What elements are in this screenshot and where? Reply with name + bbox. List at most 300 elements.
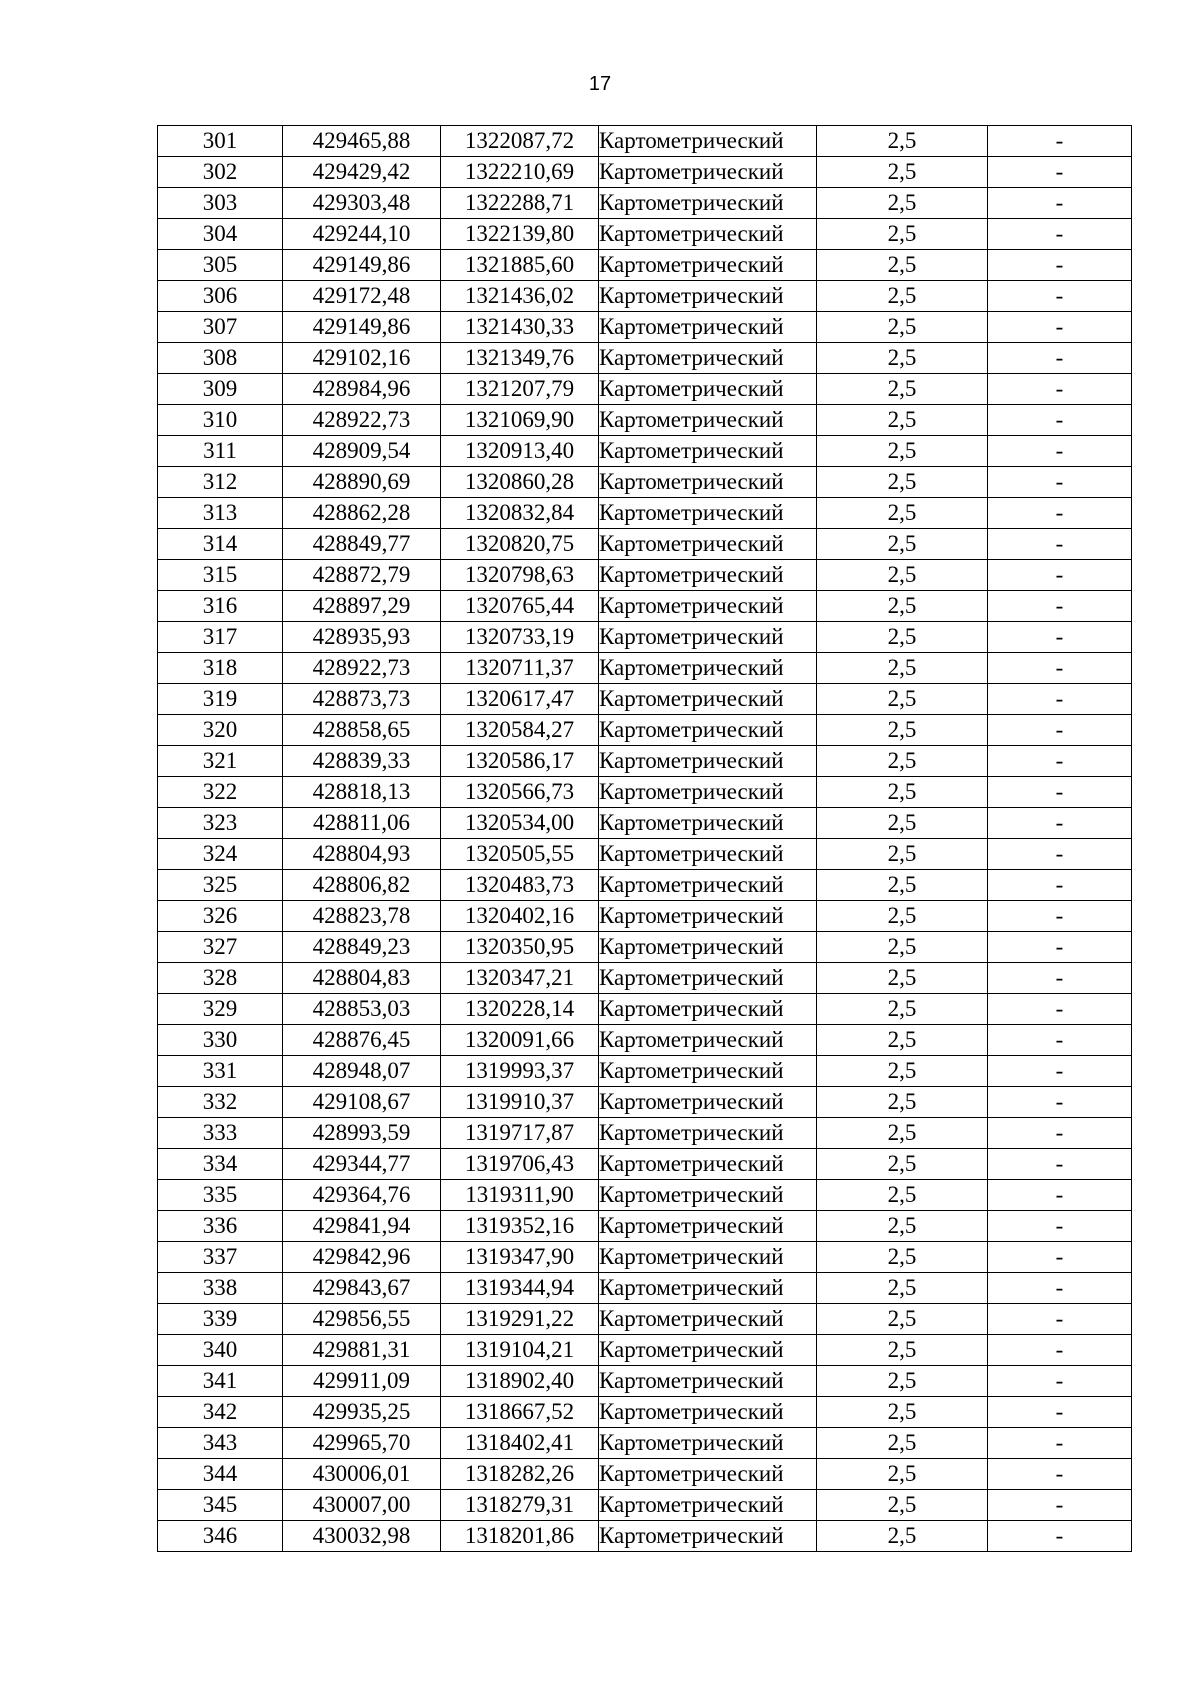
description-cell: -	[988, 963, 1132, 994]
accuracy-cell: 2,5	[817, 126, 988, 157]
x-coordinate-cell: 428935,93	[283, 622, 441, 653]
method-cell: Картометрический	[599, 653, 817, 684]
description-cell: -	[988, 777, 1132, 808]
accuracy-cell: 2,5	[817, 994, 988, 1025]
x-coordinate-cell: 428922,73	[283, 405, 441, 436]
x-coordinate-cell: 428909,54	[283, 436, 441, 467]
description-cell: -	[988, 1521, 1132, 1552]
method-cell: Картометрический	[599, 777, 817, 808]
table-row	[158, 1304, 1132, 1335]
y-coordinate-cell: 1321430,33	[441, 312, 599, 343]
method-cell: Картометрический	[599, 684, 817, 715]
point-number-cell: 322	[158, 777, 283, 808]
y-coordinate-cell: 1319344,94	[441, 1273, 599, 1304]
y-coordinate-cell: 1321436,02	[441, 281, 599, 312]
method-cell: Картометрический	[599, 1087, 817, 1118]
table-row	[158, 901, 1132, 932]
method-cell: Картометрический	[599, 1211, 817, 1242]
point-number-cell: 316	[158, 591, 283, 622]
x-coordinate-cell: 429149,86	[283, 250, 441, 281]
table-row	[158, 870, 1132, 901]
y-coordinate-cell: 1318279,31	[441, 1490, 599, 1521]
table-row	[158, 281, 1132, 312]
y-coordinate-cell: 1321207,79	[441, 374, 599, 405]
description-cell: -	[988, 1428, 1132, 1459]
x-coordinate-cell: 429841,94	[283, 1211, 441, 1242]
table-row	[158, 1242, 1132, 1273]
table-row	[158, 1211, 1132, 1242]
y-coordinate-cell: 1322087,72	[441, 126, 599, 157]
table-row	[158, 1366, 1132, 1397]
description-cell: -	[988, 839, 1132, 870]
table-row	[158, 591, 1132, 622]
y-coordinate-cell: 1320402,16	[441, 901, 599, 932]
point-number-cell: 338	[158, 1273, 283, 1304]
y-coordinate-cell: 1320350,95	[441, 932, 599, 963]
point-number-cell: 304	[158, 219, 283, 250]
x-coordinate-cell: 428993,59	[283, 1118, 441, 1149]
x-coordinate-cell: 428897,29	[283, 591, 441, 622]
accuracy-cell: 2,5	[817, 1490, 988, 1521]
x-coordinate-cell: 428806,82	[283, 870, 441, 901]
x-coordinate-cell: 430007,00	[283, 1490, 441, 1521]
accuracy-cell: 2,5	[817, 374, 988, 405]
accuracy-cell: 2,5	[817, 1428, 988, 1459]
table-row	[158, 157, 1132, 188]
table-row	[158, 1335, 1132, 1366]
point-number-cell: 336	[158, 1211, 283, 1242]
table-row	[158, 994, 1132, 1025]
x-coordinate-cell: 428876,45	[283, 1025, 441, 1056]
accuracy-cell: 2,5	[817, 188, 988, 219]
y-coordinate-cell: 1320584,27	[441, 715, 599, 746]
method-cell: Картометрический	[599, 1273, 817, 1304]
point-number-cell: 323	[158, 808, 283, 839]
table-row	[158, 1273, 1132, 1304]
method-cell: Картометрический	[599, 715, 817, 746]
x-coordinate-cell: 428922,73	[283, 653, 441, 684]
accuracy-cell: 2,5	[817, 653, 988, 684]
table-row	[158, 436, 1132, 467]
x-coordinate-cell: 429172,48	[283, 281, 441, 312]
point-number-cell: 312	[158, 467, 283, 498]
y-coordinate-cell: 1320228,14	[441, 994, 599, 1025]
point-number-cell: 329	[158, 994, 283, 1025]
description-cell: -	[988, 1180, 1132, 1211]
x-coordinate-cell: 428862,28	[283, 498, 441, 529]
accuracy-cell: 2,5	[817, 560, 988, 591]
table-row	[158, 715, 1132, 746]
y-coordinate-cell: 1320586,17	[441, 746, 599, 777]
x-coordinate-cell: 429344,77	[283, 1149, 441, 1180]
y-coordinate-cell: 1320733,19	[441, 622, 599, 653]
description-cell: -	[988, 591, 1132, 622]
x-coordinate-cell: 428811,06	[283, 808, 441, 839]
x-coordinate-cell: 428984,96	[283, 374, 441, 405]
y-coordinate-cell: 1320534,00	[441, 808, 599, 839]
y-coordinate-cell: 1322139,80	[441, 219, 599, 250]
table-row	[158, 188, 1132, 219]
accuracy-cell: 2,5	[817, 1180, 988, 1211]
accuracy-cell: 2,5	[817, 1304, 988, 1335]
x-coordinate-cell: 428858,65	[283, 715, 441, 746]
x-coordinate-cell: 428948,07	[283, 1056, 441, 1087]
description-cell: -	[988, 498, 1132, 529]
y-coordinate-cell: 1320711,37	[441, 653, 599, 684]
table-row	[158, 1180, 1132, 1211]
method-cell: Картометрический	[599, 498, 817, 529]
y-coordinate-cell: 1319347,90	[441, 1242, 599, 1273]
page-number: 17	[588, 73, 612, 95]
table-row	[158, 622, 1132, 653]
method-cell: Картометрический	[599, 1490, 817, 1521]
point-number-cell: 341	[158, 1366, 283, 1397]
method-cell: Картометрический	[599, 591, 817, 622]
point-number-cell: 331	[158, 1056, 283, 1087]
method-cell: Картометрический	[599, 1366, 817, 1397]
point-number-cell: 314	[158, 529, 283, 560]
table-row	[158, 343, 1132, 374]
x-coordinate-cell: 428873,73	[283, 684, 441, 715]
description-cell: -	[988, 560, 1132, 591]
table-row	[158, 1025, 1132, 1056]
table-row	[158, 529, 1132, 560]
x-coordinate-cell: 429935,25	[283, 1397, 441, 1428]
table-row	[158, 777, 1132, 808]
y-coordinate-cell: 1318282,26	[441, 1459, 599, 1490]
x-coordinate-cell: 429881,31	[283, 1335, 441, 1366]
x-coordinate-cell: 429965,70	[283, 1428, 441, 1459]
y-coordinate-cell: 1321349,76	[441, 343, 599, 374]
table-row	[158, 126, 1132, 157]
method-cell: Картометрический	[599, 219, 817, 250]
accuracy-cell: 2,5	[817, 622, 988, 653]
point-number-cell: 344	[158, 1459, 283, 1490]
description-cell: -	[988, 684, 1132, 715]
point-number-cell: 346	[158, 1521, 283, 1552]
accuracy-cell: 2,5	[817, 1459, 988, 1490]
y-coordinate-cell: 1320820,75	[441, 529, 599, 560]
x-coordinate-cell: 428804,93	[283, 839, 441, 870]
accuracy-cell: 2,5	[817, 250, 988, 281]
table-row	[158, 250, 1132, 281]
point-number-cell: 340	[158, 1335, 283, 1366]
table-row	[158, 684, 1132, 715]
table-row	[158, 219, 1132, 250]
point-number-cell: 337	[158, 1242, 283, 1273]
method-cell: Картометрический	[599, 281, 817, 312]
accuracy-cell: 2,5	[817, 1397, 988, 1428]
point-number-cell: 320	[158, 715, 283, 746]
x-coordinate-cell: 429364,76	[283, 1180, 441, 1211]
description-cell: -	[988, 126, 1132, 157]
point-number-cell: 343	[158, 1428, 283, 1459]
y-coordinate-cell: 1320860,28	[441, 467, 599, 498]
description-cell: -	[988, 250, 1132, 281]
x-coordinate-cell: 428823,78	[283, 901, 441, 932]
method-cell: Картометрический	[599, 1428, 817, 1459]
table-row	[158, 1149, 1132, 1180]
table-row	[158, 1397, 1132, 1428]
description-cell: -	[988, 1490, 1132, 1521]
method-cell: Картометрический	[599, 1025, 817, 1056]
table-row	[158, 1428, 1132, 1459]
accuracy-cell: 2,5	[817, 1211, 988, 1242]
accuracy-cell: 2,5	[817, 1366, 988, 1397]
point-number-cell: 330	[158, 1025, 283, 1056]
point-number-cell: 310	[158, 405, 283, 436]
description-cell: -	[988, 1273, 1132, 1304]
method-cell: Картометрический	[599, 622, 817, 653]
method-cell: Картометрический	[599, 901, 817, 932]
method-cell: Картометрический	[599, 157, 817, 188]
y-coordinate-cell: 1319291,22	[441, 1304, 599, 1335]
y-coordinate-cell: 1318402,41	[441, 1428, 599, 1459]
point-number-cell: 342	[158, 1397, 283, 1428]
description-cell: -	[988, 746, 1132, 777]
accuracy-cell: 2,5	[817, 498, 988, 529]
table-row	[158, 1459, 1132, 1490]
method-cell: Картометрический	[599, 405, 817, 436]
point-number-cell: 303	[158, 188, 283, 219]
point-number-cell: 328	[158, 963, 283, 994]
table-row	[158, 746, 1132, 777]
method-cell: Картометрический	[599, 1459, 817, 1490]
accuracy-cell: 2,5	[817, 343, 988, 374]
accuracy-cell: 2,5	[817, 1149, 988, 1180]
method-cell: Картометрический	[599, 250, 817, 281]
accuracy-cell: 2,5	[817, 281, 988, 312]
description-cell: -	[988, 1211, 1132, 1242]
x-coordinate-cell: 428853,03	[283, 994, 441, 1025]
point-number-cell: 317	[158, 622, 283, 653]
x-coordinate-cell: 428839,33	[283, 746, 441, 777]
x-coordinate-cell: 429911,09	[283, 1366, 441, 1397]
description-cell: -	[988, 281, 1132, 312]
accuracy-cell: 2,5	[817, 1273, 988, 1304]
description-cell: -	[988, 1366, 1132, 1397]
method-cell: Картометрический	[599, 963, 817, 994]
method-cell: Картометрический	[599, 746, 817, 777]
y-coordinate-cell: 1321069,90	[441, 405, 599, 436]
description-cell: -	[988, 529, 1132, 560]
point-number-cell: 318	[158, 653, 283, 684]
point-number-cell: 311	[158, 436, 283, 467]
y-coordinate-cell: 1319104,21	[441, 1335, 599, 1366]
y-coordinate-cell: 1320347,21	[441, 963, 599, 994]
method-cell: Картометрический	[599, 560, 817, 591]
point-number-cell: 335	[158, 1180, 283, 1211]
point-number-cell: 332	[158, 1087, 283, 1118]
x-coordinate-cell: 428890,69	[283, 467, 441, 498]
y-coordinate-cell: 1320617,47	[441, 684, 599, 715]
point-number-cell: 326	[158, 901, 283, 932]
table-row	[158, 374, 1132, 405]
accuracy-cell: 2,5	[817, 746, 988, 777]
accuracy-cell: 2,5	[817, 684, 988, 715]
accuracy-cell: 2,5	[817, 870, 988, 901]
y-coordinate-cell: 1320913,40	[441, 436, 599, 467]
description-cell: -	[988, 1149, 1132, 1180]
x-coordinate-cell: 429102,16	[283, 343, 441, 374]
point-number-cell: 319	[158, 684, 283, 715]
accuracy-cell: 2,5	[817, 777, 988, 808]
description-cell: -	[988, 1242, 1132, 1273]
y-coordinate-cell: 1319717,87	[441, 1118, 599, 1149]
accuracy-cell: 2,5	[817, 901, 988, 932]
x-coordinate-cell: 429429,42	[283, 157, 441, 188]
table-row	[158, 1521, 1132, 1552]
y-coordinate-cell: 1319311,90	[441, 1180, 599, 1211]
y-coordinate-cell: 1320505,55	[441, 839, 599, 870]
y-coordinate-cell: 1320091,66	[441, 1025, 599, 1056]
method-cell: Картометрический	[599, 1521, 817, 1552]
x-coordinate-cell: 428849,77	[283, 529, 441, 560]
point-number-cell: 334	[158, 1149, 283, 1180]
description-cell: -	[988, 157, 1132, 188]
coordinates-table	[157, 125, 1132, 1552]
coordinates-table-body	[158, 126, 1132, 1552]
method-cell: Картометрический	[599, 188, 817, 219]
accuracy-cell: 2,5	[817, 467, 988, 498]
table-row	[158, 312, 1132, 343]
y-coordinate-cell: 1320566,73	[441, 777, 599, 808]
point-number-cell: 327	[158, 932, 283, 963]
accuracy-cell: 2,5	[817, 1335, 988, 1366]
point-number-cell: 307	[158, 312, 283, 343]
y-coordinate-cell: 1318902,40	[441, 1366, 599, 1397]
table-row	[158, 653, 1132, 684]
y-coordinate-cell: 1319993,37	[441, 1056, 599, 1087]
point-number-cell: 305	[158, 250, 283, 281]
description-cell: -	[988, 994, 1132, 1025]
accuracy-cell: 2,5	[817, 312, 988, 343]
table-row	[158, 1490, 1132, 1521]
x-coordinate-cell: 428872,79	[283, 560, 441, 591]
description-cell: -	[988, 1118, 1132, 1149]
y-coordinate-cell: 1320832,84	[441, 498, 599, 529]
description-cell: -	[988, 405, 1132, 436]
description-cell: -	[988, 1459, 1132, 1490]
description-cell: -	[988, 374, 1132, 405]
table-row	[158, 1087, 1132, 1118]
table-row	[158, 1118, 1132, 1149]
method-cell: Картометрический	[599, 467, 817, 498]
point-number-cell: 315	[158, 560, 283, 591]
y-coordinate-cell: 1319910,37	[441, 1087, 599, 1118]
point-number-cell: 302	[158, 157, 283, 188]
table-row	[158, 963, 1132, 994]
accuracy-cell: 2,5	[817, 436, 988, 467]
table-row	[158, 1056, 1132, 1087]
method-cell: Картометрический	[599, 870, 817, 901]
accuracy-cell: 2,5	[817, 1242, 988, 1273]
x-coordinate-cell: 430032,98	[283, 1521, 441, 1552]
description-cell: -	[988, 653, 1132, 684]
method-cell: Картометрический	[599, 343, 817, 374]
x-coordinate-cell: 429465,88	[283, 126, 441, 157]
description-cell: -	[988, 932, 1132, 963]
point-number-cell: 301	[158, 126, 283, 157]
description-cell: -	[988, 219, 1132, 250]
x-coordinate-cell: 429843,67	[283, 1273, 441, 1304]
method-cell: Картометрический	[599, 312, 817, 343]
method-cell: Картометрический	[599, 529, 817, 560]
point-number-cell: 306	[158, 281, 283, 312]
description-cell: -	[988, 870, 1132, 901]
accuracy-cell: 2,5	[817, 157, 988, 188]
accuracy-cell: 2,5	[817, 963, 988, 994]
method-cell: Картометрический	[599, 1242, 817, 1273]
y-coordinate-cell: 1318667,52	[441, 1397, 599, 1428]
point-number-cell: 339	[158, 1304, 283, 1335]
table-row	[158, 932, 1132, 963]
accuracy-cell: 2,5	[817, 219, 988, 250]
method-cell: Картометрический	[599, 839, 817, 870]
description-cell: -	[988, 1087, 1132, 1118]
x-coordinate-cell: 429303,48	[283, 188, 441, 219]
accuracy-cell: 2,5	[817, 1521, 988, 1552]
point-number-cell: 324	[158, 839, 283, 870]
x-coordinate-cell: 429108,67	[283, 1087, 441, 1118]
description-cell: -	[988, 1304, 1132, 1335]
method-cell: Картометрический	[599, 1335, 817, 1366]
description-cell: -	[988, 1056, 1132, 1087]
x-coordinate-cell: 428818,13	[283, 777, 441, 808]
description-cell: -	[988, 1335, 1132, 1366]
point-number-cell: 309	[158, 374, 283, 405]
method-cell: Картометрический	[599, 1056, 817, 1087]
table-row	[158, 808, 1132, 839]
accuracy-cell: 2,5	[817, 1118, 988, 1149]
accuracy-cell: 2,5	[817, 932, 988, 963]
description-cell: -	[988, 188, 1132, 219]
description-cell: -	[988, 312, 1132, 343]
method-cell: Картометрический	[599, 374, 817, 405]
method-cell: Картометрический	[599, 1304, 817, 1335]
y-coordinate-cell: 1319352,16	[441, 1211, 599, 1242]
point-number-cell: 308	[158, 343, 283, 374]
accuracy-cell: 2,5	[817, 839, 988, 870]
method-cell: Картометрический	[599, 808, 817, 839]
y-coordinate-cell: 1319706,43	[441, 1149, 599, 1180]
description-cell: -	[988, 808, 1132, 839]
y-coordinate-cell: 1320798,63	[441, 560, 599, 591]
description-cell: -	[988, 436, 1132, 467]
point-number-cell: 333	[158, 1118, 283, 1149]
description-cell: -	[988, 715, 1132, 746]
accuracy-cell: 2,5	[817, 808, 988, 839]
method-cell: Картометрический	[599, 126, 817, 157]
x-coordinate-cell: 430006,01	[283, 1459, 441, 1490]
x-coordinate-cell: 429244,10	[283, 219, 441, 250]
method-cell: Картометрический	[599, 436, 817, 467]
table-row	[158, 560, 1132, 591]
x-coordinate-cell: 429856,55	[283, 1304, 441, 1335]
method-cell: Картометрический	[599, 1397, 817, 1428]
y-coordinate-cell: 1322210,69	[441, 157, 599, 188]
table-row	[158, 498, 1132, 529]
accuracy-cell: 2,5	[817, 715, 988, 746]
x-coordinate-cell: 429842,96	[283, 1242, 441, 1273]
accuracy-cell: 2,5	[817, 1025, 988, 1056]
method-cell: Картометрический	[599, 1118, 817, 1149]
x-coordinate-cell: 428804,83	[283, 963, 441, 994]
method-cell: Картометрический	[599, 1149, 817, 1180]
y-coordinate-cell: 1320765,44	[441, 591, 599, 622]
y-coordinate-cell: 1318201,86	[441, 1521, 599, 1552]
point-number-cell: 325	[158, 870, 283, 901]
